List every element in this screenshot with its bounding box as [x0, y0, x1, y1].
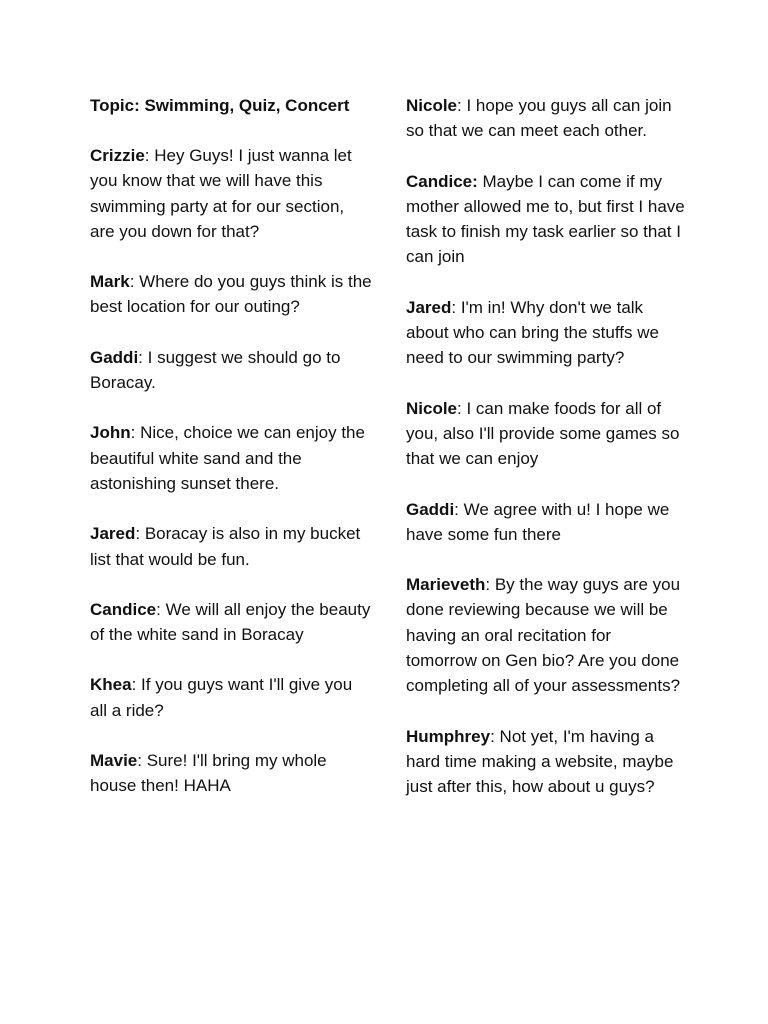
dialogue-line	[406, 169, 686, 270]
separator: :	[490, 726, 495, 746]
dialogue-line	[406, 497, 686, 548]
dialogue-line	[90, 143, 372, 244]
line-text: Not yet, I'm having a hard time making a website, maybe just after this, how about u guys?	[406, 726, 674, 797]
speaker-name: Khea	[90, 675, 132, 695]
line-text: I hope you guys all can join so that we can meet each other.	[406, 96, 672, 141]
line-text: We will all enjoy the beauty of the white sand in Boracay	[90, 599, 371, 645]
speaker-name: Nicole	[406, 398, 458, 418]
topic-heading: Topic: Swimming, Quiz, Concert	[90, 96, 350, 115]
line-text: I suggest we should go to Boracay.	[90, 347, 341, 393]
dialogue-line	[406, 396, 686, 472]
separator: :	[457, 398, 462, 418]
right-column	[406, 93, 686, 825]
line-text: I'm in! Why don't we talk about who can bring the stuffs we need to our swimming party?	[406, 297, 659, 368]
separator: :	[144, 146, 150, 165]
speaker-name: John	[90, 423, 131, 443]
dialogue-line	[406, 295, 686, 371]
speaker-name: Candice	[90, 599, 157, 619]
speaker-name: Gaddi	[90, 347, 139, 367]
separator: :	[485, 575, 491, 595]
separator: :	[137, 751, 142, 771]
speaker-name: Humphrey	[406, 726, 491, 746]
separator: :	[130, 423, 136, 443]
line-text: Boracay is also in my bucket list that would be fun.	[90, 524, 361, 569]
line-text: We agree with u! I hope we have some fun there	[406, 499, 670, 544]
dialogue-line	[90, 345, 372, 396]
separator: :	[129, 272, 135, 292]
dialogue-line	[90, 269, 372, 320]
dialogue-line	[406, 93, 686, 144]
line-text: Hey Guys! I just wanna let you know that we will have this swimming party at for our section, are you down for that?	[90, 146, 352, 241]
line-text: Where do you guys think is the best location for our outing?	[90, 272, 372, 317]
separator: :	[135, 524, 141, 544]
separator: :	[156, 599, 161, 619]
speaker-name: Jared	[406, 297, 452, 317]
separator: :	[138, 347, 143, 367]
speaker-name: Mavie	[90, 751, 138, 771]
speaker-name: Nicole	[406, 96, 458, 115]
line-text: I can make foods for all of you, also I'll provide some games so that we can enjoy	[406, 398, 680, 469]
separator: :	[457, 96, 462, 115]
dialogue-line	[90, 597, 372, 648]
line-text: If you guys want I'll give you all a ride?	[90, 675, 353, 720]
line-text: Sure! I'll bring my whole house then! HAHA	[90, 751, 327, 796]
separator: :	[451, 297, 457, 317]
separator: :	[131, 675, 137, 695]
speaker-name: Marieveth	[406, 575, 486, 595]
speaker-name: Crizzie	[90, 146, 145, 165]
speaker-name: Gaddi	[406, 499, 455, 519]
dialogue-line	[406, 572, 686, 698]
dialogue-line	[90, 420, 372, 496]
left-column	[90, 93, 372, 824]
speaker-name: Jared	[90, 524, 136, 544]
line-text: By the way guys are you done reviewing because we will be having an oral recitation for tomorrow on Gen bio? Are you done completing all of your assessments?	[406, 575, 681, 696]
speaker-name: Mark	[90, 272, 130, 292]
dialogue-line	[90, 748, 372, 799]
dialogue-line	[406, 724, 686, 800]
line-text: Maybe I can come if my mother allowed me to, but first I have task to finish my task earlier so that I can join	[406, 171, 685, 267]
line-text: Nice, choice we can enjoy the beautiful white sand and the astonishing sunset there.	[90, 423, 365, 493]
speaker-name: Candice:	[406, 171, 478, 191]
dialogue-line	[90, 672, 372, 723]
dialogue-line	[90, 521, 372, 572]
separator: :	[454, 499, 459, 519]
